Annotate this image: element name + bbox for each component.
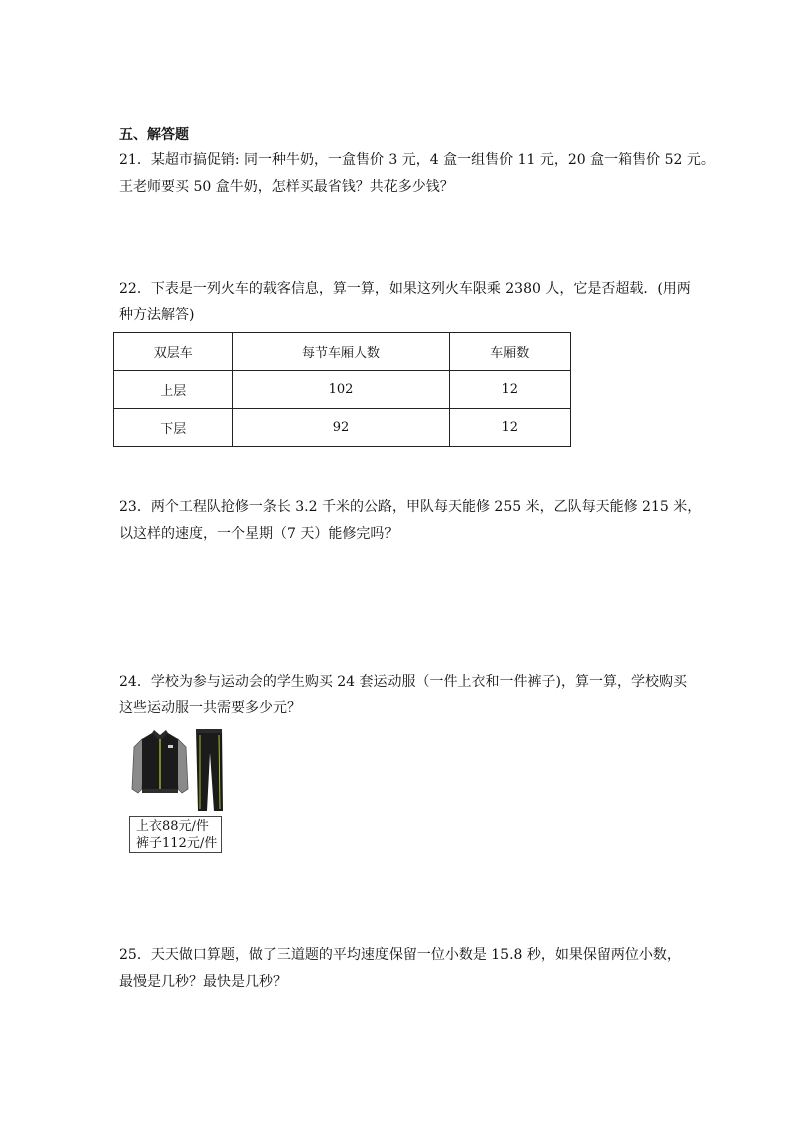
question-23-line-2: 以这样的速度，一个星期（7 天）能修完吗？ [119,526,399,542]
table-header-row [114,333,571,371]
table-cell: 92 [233,409,449,447]
question-21-line-2: 王老师要买 50 盒牛奶，怎样买最省钱？共花多少钱？ [119,179,454,195]
table-cell: 12 [449,409,570,447]
table-cell: 下层 [114,409,233,447]
question-22-line-2: 种方法解答) [119,307,195,323]
table-row [114,371,571,409]
price-label-box [129,816,222,853]
table-cell: 上层 [114,371,233,409]
sportswear-figure [128,727,228,857]
pants-icon [196,729,223,811]
section-title: 五、解答题 [119,127,189,143]
question-24-line-1: 24．学校为参与运动会的学生购买 24 套运动服（一件上衣和一件裤子)，算一算，学校购买 [119,674,687,690]
sportswear-image [128,727,228,815]
table-header-cell: 车厢数 [449,333,570,371]
jacket-price: 上衣88元/件 [136,819,209,834]
pants-price: 裤子112元/件 [136,836,218,851]
jacket-icon [132,730,188,793]
question-21-line-1: 21．某超市搞促销: 同一种牛奶，一盒售价 3 元，4 盒一组售价 11 元，20 盒一箱售价 52 元。 [119,152,715,168]
table-header-cell: 双层车 [114,333,233,371]
question-24-line-2: 这些运动服一共需要多少元？ [119,700,301,716]
table-cell: 102 [233,371,449,409]
question-25-line-1: 25．天天做口算题，做了三道题的平均速度保留一位小数是 15.8 秒，如果保留两位小数， [119,947,681,963]
question-22-line-1: 22．下表是一列火车的载客信息，算一算，如果这列火车限乘 2380 人，它是否超载．(用两 [119,281,691,297]
table-header-cell: 每节车厢人数 [233,333,449,371]
train-capacity-table [113,332,571,447]
question-25-line-2: 最慢是几秒？最快是几秒？ [119,974,287,990]
table-cell: 12 [449,371,570,409]
question-23-line-1: 23．两个工程队抢修一条长 3.2 千米的公路，甲队每天能修 255 米，乙队每天能修 215 米， [119,499,702,515]
table-row [114,409,571,447]
